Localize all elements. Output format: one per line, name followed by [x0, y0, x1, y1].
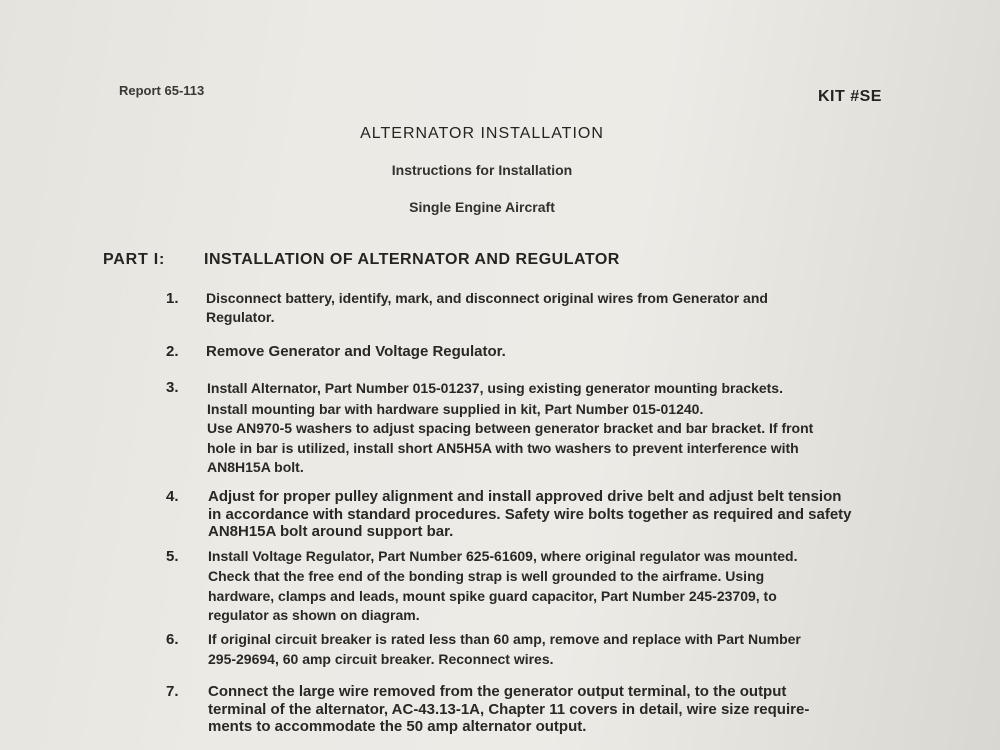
item-number: 3. — [166, 379, 179, 396]
part-label: PART I: — [103, 251, 166, 268]
report-number: Report 65-113 — [119, 83, 205, 98]
item-number: 7. — [166, 683, 179, 700]
item-number: 6. — [166, 631, 179, 648]
item-number: 5. — [166, 548, 179, 565]
document-subtitle: Instructions for Installation — [391, 162, 573, 178]
item-line: 295-29694, 60 amp circuit breaker. Reconnect wires. — [208, 651, 554, 667]
item-line: If original circuit breaker is rated less than 60 amp, remove and replace with Part Number — [208, 631, 801, 647]
item-line: ments to accommodate the 50 amp alternator output. — [208, 718, 587, 735]
item-line: in accordance with standard procedures. Safety wire bolts together as required and safety — [208, 506, 852, 523]
item-number: 4. — [166, 488, 179, 505]
item-line: Install mounting bar with hardware supplied in kit, Part Number 015-01240. — [207, 401, 704, 417]
item-number: 1. — [166, 290, 179, 307]
item-line: Adjust for proper pulley alignment and install approved drive belt and adjust belt tension — [208, 488, 842, 505]
item-number: 2. — [166, 343, 179, 360]
item-line: Regulator. — [206, 309, 275, 325]
item-line: hardware, clamps and leads, mount spike guard capacitor, Part Number 245-23709, to — [208, 588, 777, 604]
item-line: AN8H15A bolt around support bar. — [208, 523, 454, 540]
item-line: Use AN970-5 washers to adjust spacing between generator bracket and bar bracket. If front — [207, 420, 814, 436]
part-title: INSTALLATION OF ALTERNATOR AND REGULATOR — [204, 251, 620, 268]
item-line: Connect the large wire removed from the generator output terminal, to the output — [208, 683, 787, 700]
item-line: Install Voltage Regulator, Part Number 625-61609, where original regulator was mounted. — [208, 548, 798, 564]
item-line: regulator as shown on diagram. — [208, 607, 420, 623]
item-line: terminal of the alternator, AC-43.13-1A, Chapter 11 covers in detail, wire size require- — [208, 701, 810, 718]
item-line: Check that the free end of the bonding strap is well grounded to the airframe. Using — [208, 568, 765, 584]
document-subtitle-aircraft: Single Engine Aircraft — [409, 199, 555, 215]
item-line: Install Alternator, Part Number 015-01237, using existing generator mounting brackets. — [207, 380, 783, 396]
item-line: Disconnect battery, identify, mark, and disconnect original wires from Generator and — [206, 290, 768, 306]
item-line: Remove Generator and Voltage Regulator. — [206, 343, 506, 360]
document-title: ALTERNATOR INSTALLATION — [360, 125, 604, 142]
item-line: AN8H15A bolt. — [207, 459, 304, 475]
kit-label: KIT #SE — [818, 88, 882, 105]
item-line: hole in bar is utilized, install short AN5H5A with two washers to prevent interference with — [207, 440, 799, 456]
